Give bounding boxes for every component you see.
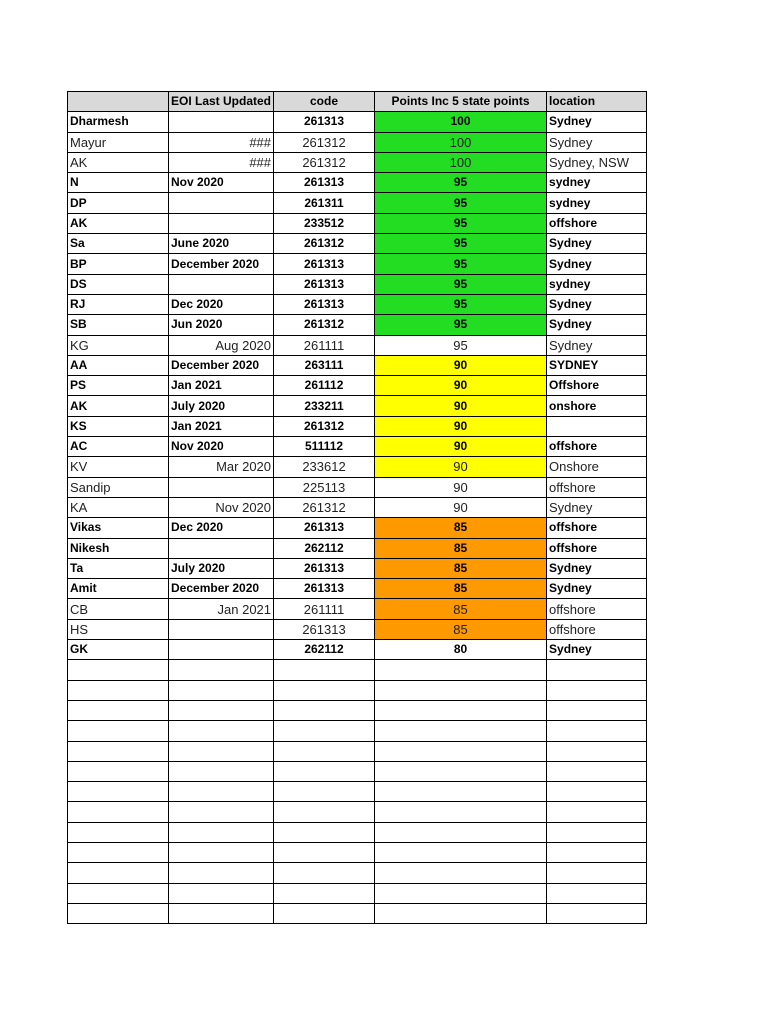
location-cell[interactable]: sydney (547, 193, 647, 213)
code-cell[interactable]: 261111 (274, 335, 375, 355)
empty-cell[interactable] (274, 680, 375, 700)
empty-cell[interactable] (68, 761, 169, 781)
empty-cell[interactable] (274, 842, 375, 862)
eoi-date-cell[interactable]: ### (169, 132, 274, 152)
points-cell[interactable]: 95 (375, 213, 547, 233)
table-row (68, 619, 647, 639)
eoi-date-cell[interactable] (169, 538, 274, 558)
table-row (68, 234, 647, 254)
code-cell[interactable]: 261313 (274, 619, 375, 639)
empty-cell[interactable] (547, 680, 647, 700)
name-cell[interactable]: DS (68, 274, 169, 294)
location-cell[interactable]: Sydney (547, 558, 647, 578)
empty-cell[interactable] (375, 741, 547, 761)
table-row (68, 315, 647, 335)
code-cell[interactable]: 261111 (274, 599, 375, 619)
points-cell[interactable]: 85 (375, 599, 547, 619)
empty-row (68, 741, 647, 761)
table-row (68, 355, 647, 375)
empty-row (68, 903, 647, 923)
name-cell[interactable]: KS (68, 416, 169, 436)
points-cell[interactable]: 90 (375, 477, 547, 497)
empty-cell[interactable] (375, 700, 547, 720)
empty-row (68, 721, 647, 741)
code-cell[interactable]: 261313 (274, 173, 375, 193)
name-cell[interactable]: HS (68, 619, 169, 639)
name-cell[interactable]: KA (68, 497, 169, 517)
code-cell[interactable]: 261312 (274, 497, 375, 517)
code-cell[interactable]: 261312 (274, 152, 375, 172)
table-row (68, 213, 647, 233)
name-cell[interactable]: PS (68, 376, 169, 396)
empty-cell[interactable] (169, 802, 274, 822)
empty-cell[interactable] (274, 802, 375, 822)
location-cell[interactable]: Sydney (547, 497, 647, 517)
empty-cell[interactable] (169, 822, 274, 842)
empty-cell[interactable] (547, 761, 647, 781)
empty-cell[interactable] (375, 660, 547, 680)
location-cell[interactable]: offshore (547, 518, 647, 538)
table-row (68, 152, 647, 172)
location-cell[interactable]: Sydney (547, 640, 647, 660)
eoi-date-cell[interactable]: ### (169, 152, 274, 172)
table-row (68, 254, 647, 274)
points-cell[interactable]: 95 (375, 193, 547, 213)
location-cell[interactable]: Sydney (547, 335, 647, 355)
points-cell[interactable]: 90 (375, 437, 547, 457)
header-points-cell[interactable]: Points Inc 5 state points (375, 92, 547, 112)
name-cell[interactable]: Mayur (68, 132, 169, 152)
name-cell[interactable]: Vikas (68, 518, 169, 538)
table-row (68, 193, 647, 213)
empty-row (68, 660, 647, 680)
eoi-date-cell[interactable]: Dec 2020 (169, 518, 274, 538)
name-cell[interactable]: SB (68, 315, 169, 335)
code-cell[interactable]: 263111 (274, 355, 375, 375)
name-cell[interactable]: AK (68, 213, 169, 233)
empty-cell[interactable] (68, 863, 169, 883)
points-cell[interactable]: 95 (375, 335, 547, 355)
name-cell[interactable]: AA (68, 355, 169, 375)
header-location-cell[interactable]: location (547, 92, 647, 112)
location-cell[interactable]: Sydney (547, 294, 647, 314)
eoi-date-cell[interactable]: Jan 2021 (169, 376, 274, 396)
name-cell[interactable]: KV (68, 457, 169, 477)
points-cell[interactable]: 85 (375, 518, 547, 538)
name-cell[interactable]: Dharmesh (68, 112, 169, 132)
points-cell[interactable]: 90 (375, 416, 547, 436)
table-row (68, 640, 647, 660)
points-cell[interactable]: 95 (375, 234, 547, 254)
code-cell[interactable]: 261312 (274, 132, 375, 152)
empty-cell[interactable] (169, 782, 274, 802)
eoi-date-cell[interactable]: Jan 2021 (169, 416, 274, 436)
header-name-cell[interactable] (68, 92, 169, 112)
name-cell[interactable]: Amit (68, 579, 169, 599)
eoi-date-cell[interactable] (169, 112, 274, 132)
empty-row (68, 782, 647, 802)
empty-row (68, 761, 647, 781)
points-cell[interactable]: 95 (375, 173, 547, 193)
empty-cell[interactable] (169, 660, 274, 680)
name-cell[interactable]: DP (68, 193, 169, 213)
empty-cell[interactable] (68, 842, 169, 862)
points-cell[interactable]: 90 (375, 355, 547, 375)
empty-cell[interactable] (547, 660, 647, 680)
empty-row (68, 863, 647, 883)
location-cell[interactable] (547, 416, 647, 436)
table-body (68, 92, 647, 924)
empty-cell[interactable] (68, 802, 169, 822)
code-cell[interactable]: 261311 (274, 193, 375, 213)
location-cell[interactable]: Sydney (547, 579, 647, 599)
empty-cell[interactable] (169, 741, 274, 761)
empty-cell[interactable] (169, 680, 274, 700)
eoi-date-cell[interactable]: Jun 2020 (169, 315, 274, 335)
table-row (68, 518, 647, 538)
table-row (68, 274, 647, 294)
location-cell[interactable]: Sydney (547, 132, 647, 152)
empty-cell[interactable] (68, 822, 169, 842)
code-cell[interactable]: 261313 (274, 518, 375, 538)
empty-cell[interactable] (68, 741, 169, 761)
location-cell[interactable]: offshore (547, 538, 647, 558)
points-cell[interactable]: 85 (375, 538, 547, 558)
empty-cell[interactable] (375, 761, 547, 781)
table-row (68, 558, 647, 578)
location-cell[interactable]: Offshore (547, 376, 647, 396)
points-cell[interactable]: 95 (375, 315, 547, 335)
eoi-date-cell[interactable] (169, 619, 274, 639)
table-row (68, 457, 647, 477)
table-row (68, 477, 647, 497)
code-cell[interactable]: 261313 (274, 579, 375, 599)
points-cell[interactable]: 95 (375, 274, 547, 294)
empty-cell[interactable] (547, 863, 647, 883)
eoi-date-cell[interactable] (169, 477, 274, 497)
code-cell[interactable]: 262112 (274, 538, 375, 558)
empty-cell[interactable] (68, 782, 169, 802)
empty-cell[interactable] (274, 782, 375, 802)
code-cell[interactable]: 261313 (274, 112, 375, 132)
empty-cell[interactable] (274, 883, 375, 903)
eoi-date-cell[interactable]: Nov 2020 (169, 437, 274, 457)
code-cell[interactable]: 262112 (274, 640, 375, 660)
points-cell[interactable]: 90 (375, 396, 547, 416)
points-cell[interactable]: 100 (375, 112, 547, 132)
empty-cell[interactable] (547, 903, 647, 923)
empty-cell[interactable] (375, 863, 547, 883)
location-cell[interactable]: Sydney, NSW (547, 152, 647, 172)
empty-cell[interactable] (547, 842, 647, 862)
points-cell[interactable]: 95 (375, 254, 547, 274)
code-cell[interactable]: 225113 (274, 477, 375, 497)
eoi-date-cell[interactable]: December 2020 (169, 254, 274, 274)
empty-cell[interactable] (547, 883, 647, 903)
empty-cell[interactable] (169, 903, 274, 923)
code-cell[interactable]: 233512 (274, 213, 375, 233)
points-cell[interactable]: 85 (375, 579, 547, 599)
empty-cell[interactable] (375, 903, 547, 923)
empty-cell[interactable] (274, 903, 375, 923)
eoi-date-cell[interactable]: December 2020 (169, 579, 274, 599)
location-cell[interactable]: Sydney (547, 112, 647, 132)
table-row (68, 335, 647, 355)
points-cell[interactable]: 90 (375, 376, 547, 396)
empty-row (68, 802, 647, 822)
eoi-date-cell[interactable]: Dec 2020 (169, 294, 274, 314)
location-cell[interactable]: offshore (547, 619, 647, 639)
code-cell[interactable]: 261313 (274, 294, 375, 314)
points-cell[interactable]: 100 (375, 132, 547, 152)
name-cell[interactable]: N (68, 173, 169, 193)
eoi-date-cell[interactable]: Nov 2020 (169, 173, 274, 193)
location-cell[interactable]: SYDNEY (547, 355, 647, 375)
points-cell[interactable]: 95 (375, 294, 547, 314)
empty-row (68, 822, 647, 842)
name-cell[interactable]: AK (68, 152, 169, 172)
empty-cell[interactable] (68, 903, 169, 923)
location-cell[interactable]: sydney (547, 173, 647, 193)
name-cell[interactable]: AC (68, 437, 169, 457)
table-row (68, 599, 647, 619)
points-cell[interactable]: 90 (375, 497, 547, 517)
empty-cell[interactable] (68, 700, 169, 720)
table-row (68, 538, 647, 558)
empty-cell[interactable] (274, 700, 375, 720)
empty-cell[interactable] (274, 863, 375, 883)
name-cell[interactable]: CB (68, 599, 169, 619)
location-cell[interactable]: offshore (547, 477, 647, 497)
table-row (68, 416, 647, 436)
code-cell[interactable]: 261313 (274, 558, 375, 578)
empty-cell[interactable] (547, 782, 647, 802)
empty-cell[interactable] (547, 822, 647, 842)
name-cell[interactable]: BP (68, 254, 169, 274)
code-cell[interactable]: 261312 (274, 416, 375, 436)
points-cell[interactable]: 100 (375, 152, 547, 172)
code-cell[interactable]: 261112 (274, 376, 375, 396)
header-row (68, 92, 647, 112)
empty-cell[interactable] (68, 660, 169, 680)
points-table (67, 91, 647, 924)
table-row (68, 112, 647, 132)
code-cell[interactable]: 261312 (274, 315, 375, 335)
name-cell[interactable]: Sa (68, 234, 169, 254)
eoi-date-cell[interactable] (169, 640, 274, 660)
eoi-date-cell[interactable] (169, 193, 274, 213)
points-cell[interactable]: 85 (375, 619, 547, 639)
points-cell[interactable]: 80 (375, 640, 547, 660)
table-row (68, 497, 647, 517)
name-cell[interactable]: KG (68, 335, 169, 355)
eoi-date-cell[interactable]: Jan 2021 (169, 599, 274, 619)
empty-row (68, 700, 647, 720)
table-row (68, 132, 647, 152)
header-eoi-cell[interactable]: EOI Last Updated (169, 92, 274, 112)
empty-cell[interactable] (274, 741, 375, 761)
empty-cell[interactable] (375, 842, 547, 862)
header-code-cell[interactable]: code (274, 92, 375, 112)
empty-cell[interactable] (274, 660, 375, 680)
location-cell[interactable]: onshore (547, 396, 647, 416)
empty-cell[interactable] (375, 721, 547, 741)
empty-cell[interactable] (169, 883, 274, 903)
table-row (68, 437, 647, 457)
eoi-date-cell[interactable] (169, 274, 274, 294)
location-cell[interactable]: Sydney (547, 315, 647, 335)
empty-row (68, 842, 647, 862)
empty-cell[interactable] (375, 802, 547, 822)
empty-cell[interactable] (68, 721, 169, 741)
empty-cell[interactable] (547, 802, 647, 822)
location-cell[interactable]: offshore (547, 213, 647, 233)
table-row (68, 376, 647, 396)
eoi-date-cell[interactable]: July 2020 (169, 558, 274, 578)
empty-cell[interactable] (274, 761, 375, 781)
eoi-date-cell[interactable]: Nov 2020 (169, 497, 274, 517)
points-cell[interactable]: 85 (375, 558, 547, 578)
empty-row (68, 883, 647, 903)
eoi-date-cell[interactable]: June 2020 (169, 234, 274, 254)
eoi-date-cell[interactable]: Aug 2020 (169, 335, 274, 355)
name-cell[interactable]: Nikesh (68, 538, 169, 558)
code-cell[interactable]: 511112 (274, 437, 375, 457)
empty-cell[interactable] (68, 680, 169, 700)
empty-cell[interactable] (169, 842, 274, 862)
empty-cell[interactable] (375, 822, 547, 842)
location-cell[interactable]: offshore (547, 437, 647, 457)
empty-cell[interactable] (274, 822, 375, 842)
location-cell[interactable]: Sydney (547, 254, 647, 274)
location-cell[interactable]: offshore (547, 599, 647, 619)
name-cell[interactable]: Ta (68, 558, 169, 578)
name-cell[interactable]: AK (68, 396, 169, 416)
code-cell[interactable]: 261312 (274, 234, 375, 254)
empty-cell[interactable] (547, 741, 647, 761)
points-cell[interactable]: 90 (375, 457, 547, 477)
empty-cell[interactable] (375, 680, 547, 700)
name-cell[interactable]: GK (68, 640, 169, 660)
code-cell[interactable]: 233612 (274, 457, 375, 477)
name-cell[interactable]: RJ (68, 294, 169, 314)
eoi-date-cell[interactable] (169, 213, 274, 233)
code-cell[interactable]: 261313 (274, 274, 375, 294)
empty-cell[interactable] (68, 883, 169, 903)
location-cell[interactable]: Sydney (547, 234, 647, 254)
table-row (68, 396, 647, 416)
table-row (68, 294, 647, 314)
location-cell[interactable]: Onshore (547, 457, 647, 477)
code-cell[interactable]: 233211 (274, 396, 375, 416)
empty-row (68, 680, 647, 700)
empty-cell[interactable] (169, 863, 274, 883)
code-cell[interactable]: 261313 (274, 254, 375, 274)
table-row (68, 173, 647, 193)
empty-cell[interactable] (547, 700, 647, 720)
empty-cell[interactable] (169, 700, 274, 720)
eoi-date-cell[interactable]: December 2020 (169, 355, 274, 375)
empty-cell[interactable] (169, 721, 274, 741)
eoi-date-cell[interactable]: July 2020 (169, 396, 274, 416)
empty-cell[interactable] (375, 782, 547, 802)
name-cell[interactable]: Sandip (68, 477, 169, 497)
empty-cell[interactable] (375, 883, 547, 903)
location-cell[interactable]: sydney (547, 274, 647, 294)
empty-cell[interactable] (547, 721, 647, 741)
empty-cell[interactable] (274, 721, 375, 741)
table-row (68, 579, 647, 599)
eoi-date-cell[interactable]: Mar 2020 (169, 457, 274, 477)
empty-cell[interactable] (169, 761, 274, 781)
